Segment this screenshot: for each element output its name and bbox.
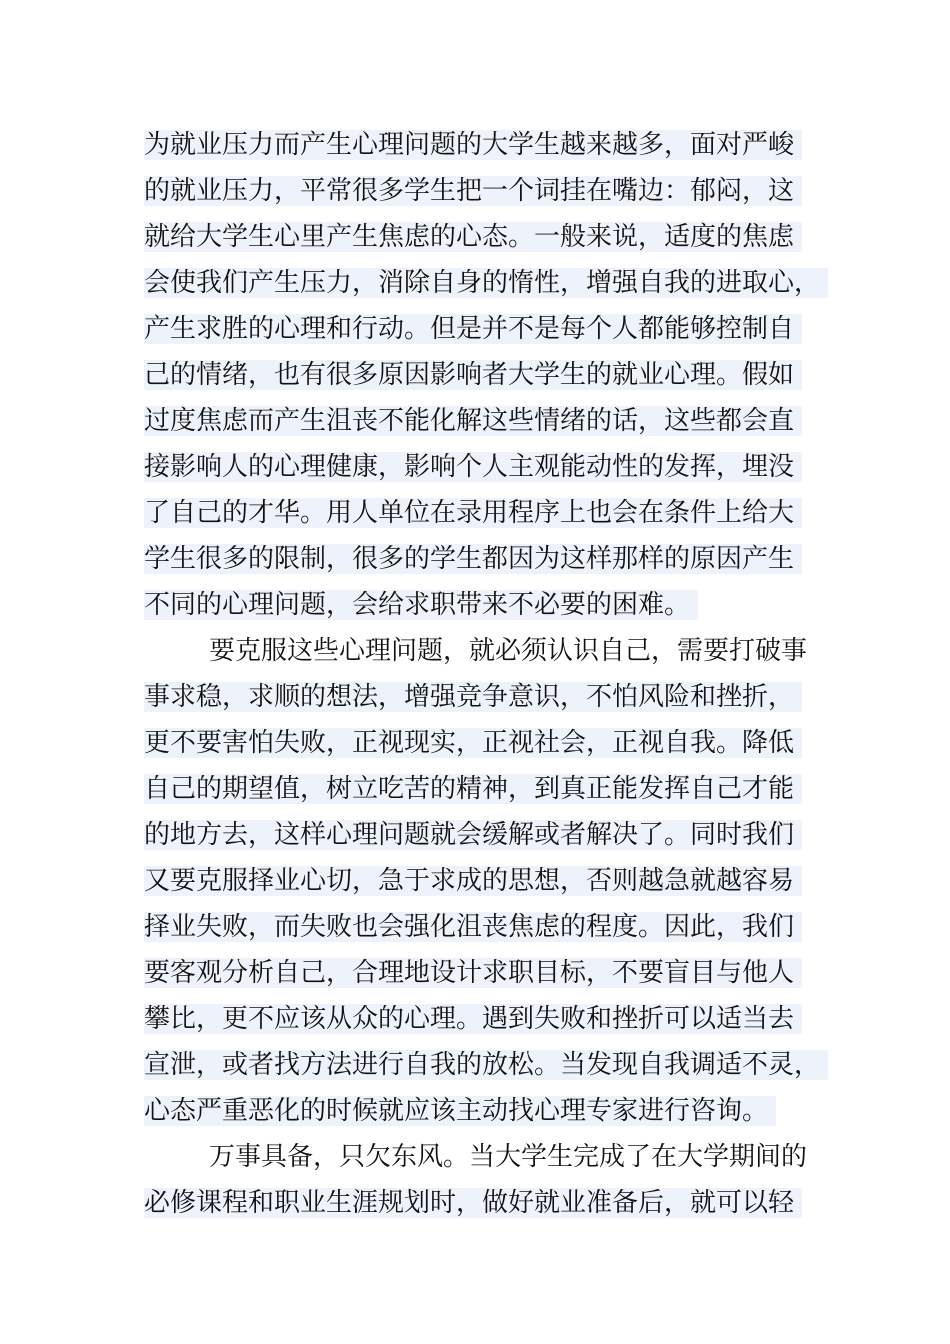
text-line: 不同的心理问题，会给求职带来不必要的困难。 xyxy=(144,582,814,628)
text-line: 自己的期望值，树立吃苦的精神，到真正能发挥自己才能 xyxy=(144,766,814,812)
text-line: 己的情绪，也有很多原因影响者大学生的就业心理。假如 xyxy=(144,352,814,398)
text-line: 心态严重恶化的时候就应该主动找心理专家进行咨询。 xyxy=(144,1088,814,1134)
text-line: 更不要害怕失败，正视现实，正视社会，正视自我。降低 xyxy=(144,720,814,766)
text-line: 接影响人的心理健康，影响个人主观能动性的发挥，埋没 xyxy=(144,444,814,490)
text-line: 过度焦虑而产生沮丧不能化解这些情绪的话，这些都会直 xyxy=(144,398,814,444)
body-text xyxy=(144,122,821,1226)
text-line: 择业失败，而失败也会强化沮丧焦虑的程度。因此，我们 xyxy=(144,904,814,950)
text-line: 产生求胜的心理和行动。但是并不是每个人都能够控制自 xyxy=(144,306,814,352)
text-line: 要客观分析自己，合理地设计求职目标，不要盲目与他人 xyxy=(144,950,814,996)
text-line: 了自己的才华。用人单位在录用程序上也会在条件上给大 xyxy=(144,490,814,536)
text-line: 的就业压力，平常很多学生把一个词挂在嘴边：郁闷，这 xyxy=(144,168,814,214)
text-line: 的地方去，这样心理问题就会缓解或者解决了。同时我们 xyxy=(144,812,814,858)
text-line: 会使我们产生压力，消除自身的惰性，增强自我的进取心， xyxy=(144,260,814,306)
text-line: 攀比，更不应该从众的心理。遇到失败和挫折可以适当去 xyxy=(144,996,814,1042)
text-line: 为就业压力而产生心理问题的大学生越来越多，面对严峻 xyxy=(144,122,814,168)
text-line: 就给大学生心里产生焦虑的心态。一般来说，适度的焦虑 xyxy=(144,214,814,260)
text-line: 又要克服择业心切，急于求成的思想，否则越急就越容易 xyxy=(144,858,814,904)
text-line: 事求稳，求顺的想法，增强竞争意识，不怕风险和挫折， xyxy=(144,674,814,720)
text-line: 万事具备，只欠东风。当大学生完成了在大学期间的 xyxy=(209,1142,808,1172)
text-line: 学生很多的限制，很多的学生都因为这样那样的原因产生 xyxy=(144,536,814,582)
text-line: 必修课程和职业生涯规划时，做好就业准备后，就可以轻 xyxy=(144,1180,814,1226)
text-line: 宣泄，或者找方法进行自我的放松。当发现自我调适不灵， xyxy=(144,1042,814,1088)
text-line: 要克服这些心理问题，就必须认识自己，需要打破事 xyxy=(209,636,808,666)
